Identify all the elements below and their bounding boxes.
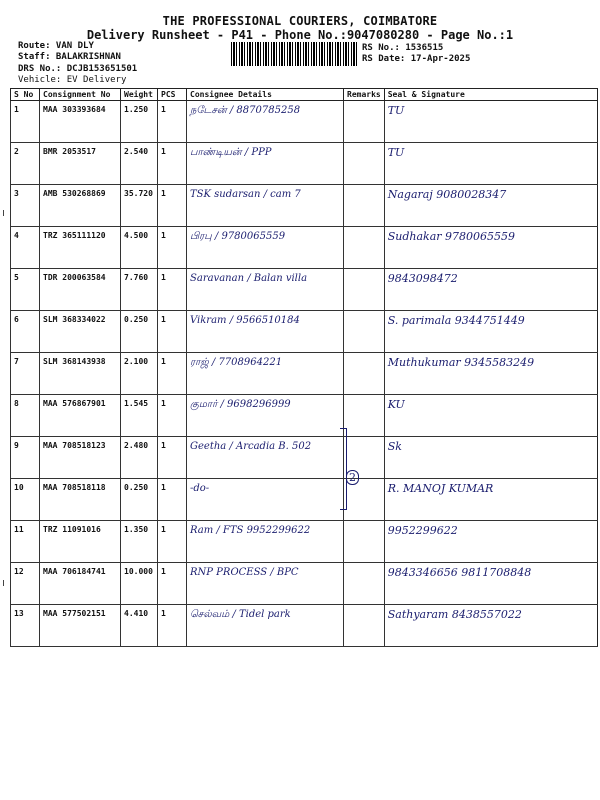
remark-annotation: 2 xyxy=(346,470,359,485)
cell-consignment: MAA 708518118 xyxy=(40,479,121,521)
cell-weight: 2.480 xyxy=(121,437,158,479)
table-row xyxy=(11,479,598,521)
cell-sno: 11 xyxy=(11,521,40,563)
cell-consignment: MAA 706184741 xyxy=(40,563,121,605)
cell-weight: 2.540 xyxy=(121,143,158,185)
table-row xyxy=(11,185,598,227)
cell-signature: 9843098472 xyxy=(384,269,597,311)
cell-consignment: TRZ 11091016 xyxy=(40,521,121,563)
cell-remarks xyxy=(344,521,385,563)
cell-sno: 4 xyxy=(11,227,40,269)
table-row xyxy=(11,521,598,563)
cell-remarks xyxy=(344,395,385,437)
table-header-row xyxy=(11,89,598,101)
cell-signature: Muthukumar 9345583249 xyxy=(384,353,597,395)
cell-remarks xyxy=(344,353,385,395)
cell-signature: S. parimala 9344751449 xyxy=(384,311,597,353)
cell-signature: 9843346656 9811708848 xyxy=(384,563,597,605)
rs-date: RS Date: 17-Apr-2025 xyxy=(362,54,471,64)
cell-pcs: 1 xyxy=(158,185,187,227)
cell-sno: 12 xyxy=(11,563,40,605)
cell-weight: 4.410 xyxy=(121,605,158,647)
cell-signature: R. MANOJ KUMAR xyxy=(384,479,597,521)
cell-signature: Sathyaram 8438557022 xyxy=(384,605,597,647)
cell-weight: 2.100 xyxy=(121,353,158,395)
cell-sno: 13 xyxy=(11,605,40,647)
company-title: THE PROFESSIONAL COURIERS, COIMBATORE xyxy=(162,14,438,28)
cell-consignment: SLM 368143938 xyxy=(40,353,121,395)
table-row xyxy=(11,605,598,647)
cell-remarks xyxy=(344,101,385,143)
cell-consignment: AMB 530268869 xyxy=(40,185,121,227)
cell-sno: 8 xyxy=(11,395,40,437)
cell-pcs: 1 xyxy=(158,101,187,143)
cell-consignee-details: செல்வம் / Tidel park xyxy=(187,605,344,647)
cell-signature: Nagaraj 9080028347 xyxy=(384,185,597,227)
cell-pcs: 1 xyxy=(158,605,187,647)
cell-weight: 10.000 xyxy=(121,563,158,605)
cell-consignment: TDR 200063584 xyxy=(40,269,121,311)
table-row xyxy=(11,269,598,311)
cell-sno: 3 xyxy=(11,185,40,227)
cell-pcs: 1 xyxy=(158,227,187,269)
col-pcs: PCS xyxy=(158,89,187,101)
drs-label: DRS No.: DCJB153651501 xyxy=(18,64,138,74)
cell-sno: 6 xyxy=(11,311,40,353)
cell-consignment: MAA 303393684 xyxy=(40,101,121,143)
cell-consignment: SLM 368334022 xyxy=(40,311,121,353)
cell-consignment: MAA 577502151 xyxy=(40,605,121,647)
cell-remarks xyxy=(344,269,385,311)
table-row xyxy=(11,395,598,437)
table-row xyxy=(11,353,598,395)
cell-pcs: 1 xyxy=(158,353,187,395)
route-label: Route: VAN DLY xyxy=(18,41,94,51)
table-row xyxy=(11,143,598,185)
col-consignee: Consignee Details xyxy=(187,89,344,101)
cell-signature: Sudhakar 9780065559 xyxy=(384,227,597,269)
cell-signature: KU xyxy=(384,395,597,437)
cell-sno: 7 xyxy=(11,353,40,395)
cell-signature: Sk xyxy=(384,437,597,479)
cell-consignee-details: குமார் / 9698296999 xyxy=(187,395,344,437)
runsheet-subtitle: Delivery Runsheet - P41 - Phone No.:9047080280 - Page No.:1 xyxy=(86,28,514,42)
cell-signature: TU xyxy=(384,143,597,185)
cell-pcs: 1 xyxy=(158,311,187,353)
cell-consignee-details: நடேசன் / 8870785258 xyxy=(187,101,344,143)
cell-signature: TU xyxy=(384,101,597,143)
cell-pcs: 1 xyxy=(158,269,187,311)
cell-weight: 0.250 xyxy=(121,479,158,521)
cell-consignee-details: RNP PROCESS / BPC xyxy=(187,563,344,605)
cell-weight: 1.250 xyxy=(121,101,158,143)
table-row xyxy=(11,437,598,479)
cell-weight: 35.720 xyxy=(121,185,158,227)
cell-consignee-details: -do- xyxy=(187,479,344,521)
bracket-mark xyxy=(340,428,347,510)
cell-weight: 1.545 xyxy=(121,395,158,437)
cell-consignee-details: ராஜ் / 7708964221 xyxy=(187,353,344,395)
cell-sno: 10 xyxy=(11,479,40,521)
col-signature: Seal & Signature xyxy=(384,89,597,101)
cell-pcs: 1 xyxy=(158,437,187,479)
cell-consignee-details: பாண்டியன் / PPP xyxy=(187,143,344,185)
cell-consignment: MAA 576867901 xyxy=(40,395,121,437)
margin-mark xyxy=(3,580,7,586)
cell-consignee-details: Geetha / Arcadia B. 502 xyxy=(187,437,344,479)
col-remarks: Remarks xyxy=(344,89,385,101)
col-weight: Weight xyxy=(121,89,158,101)
cell-weight: 0.250 xyxy=(121,311,158,353)
rs-number: RS No.: 1536515 xyxy=(362,43,444,53)
table-row xyxy=(11,227,598,269)
table-row xyxy=(11,101,598,143)
cell-sno: 2 xyxy=(11,143,40,185)
cell-weight: 7.760 xyxy=(121,269,158,311)
cell-pcs: 1 xyxy=(158,395,187,437)
cell-remarks xyxy=(344,605,385,647)
cell-consignment: MAA 708518123 xyxy=(40,437,121,479)
cell-remarks xyxy=(344,227,385,269)
cell-consignee-details: TSK sudarsan / cam 7 xyxy=(187,185,344,227)
cell-sno: 9 xyxy=(11,437,40,479)
col-sno: S No xyxy=(11,89,40,101)
cell-remarks xyxy=(344,143,385,185)
cell-remarks xyxy=(344,563,385,605)
cell-pcs: 1 xyxy=(158,521,187,563)
cell-consignee-details: பிரபு / 9780065559 xyxy=(187,227,344,269)
vehicle-label: Vehicle: EV Delivery xyxy=(18,75,127,85)
cell-sno: 5 xyxy=(11,269,40,311)
cell-weight: 1.350 xyxy=(121,521,158,563)
barcode-image xyxy=(231,42,357,66)
cell-pcs: 1 xyxy=(158,479,187,521)
runsheet-table xyxy=(10,88,598,647)
cell-pcs: 1 xyxy=(158,563,187,605)
col-consignment: Consignment No xyxy=(40,89,121,101)
staff-label: Staff: BALAKRISHNAN xyxy=(18,52,121,62)
cell-remarks xyxy=(344,185,385,227)
cell-consignee-details: Saravanan / Balan villa xyxy=(187,269,344,311)
cell-pcs: 1 xyxy=(158,143,187,185)
margin-mark xyxy=(3,210,7,216)
table-row xyxy=(11,311,598,353)
cell-sno: 1 xyxy=(11,101,40,143)
cell-consignee-details: Ram / FTS 9952299622 xyxy=(187,521,344,563)
cell-consignee-details: Vikram / 9566510184 xyxy=(187,311,344,353)
cell-weight: 4.500 xyxy=(121,227,158,269)
cell-consignment: BMR 2053517 xyxy=(40,143,121,185)
cell-remarks xyxy=(344,311,385,353)
cell-signature: 9952299622 xyxy=(384,521,597,563)
table-row xyxy=(11,563,598,605)
cell-consignment: TRZ 365111120 xyxy=(40,227,121,269)
